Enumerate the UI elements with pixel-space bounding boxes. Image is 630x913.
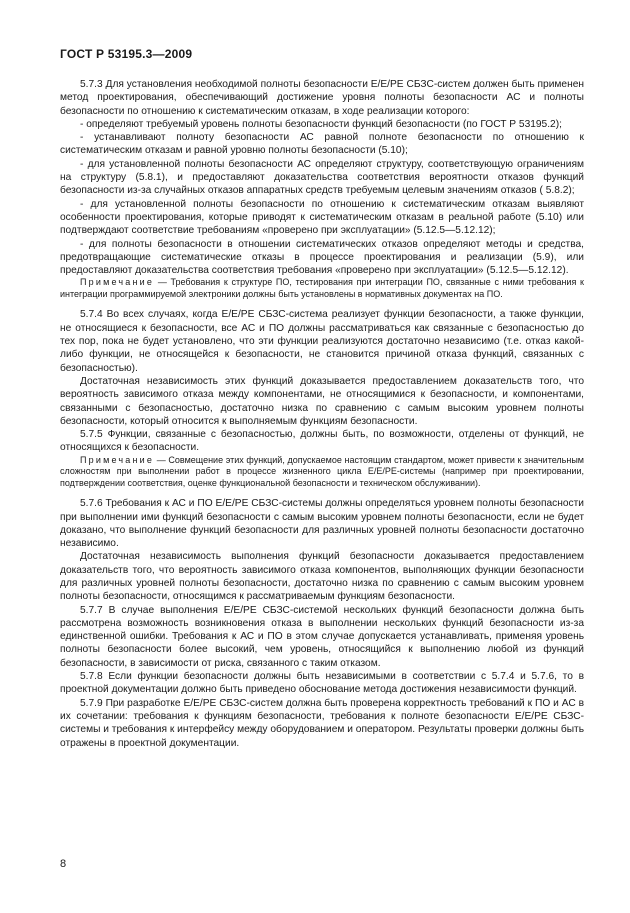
document-header: ГОСТ Р 53195.3—2009 [60, 47, 193, 61]
paragraph-5-7-3: 5.7.3 Для установления необходимой полноты безопасности Е/Е/РЕ СБЗС-систем должен быть применен метод проектирования, обеспечивающий достижение уровня полноты безопасности АС и полноты безопасности по отношению к систематическим отказам, в ходе реализации которого: [60, 79, 584, 117]
note-1 [60, 277, 584, 300]
list-item: - устанавливают полноту безопасности АС равной полноте безопасности по отношению к систематическим отказам и равной уровню полноты безопасности (5.10); [60, 132, 584, 157]
document-body [60, 78, 584, 750]
paragraph-5-7-4-cont: Достаточная независимость этих функций доказывается предоставлением доказательств того, что вероятность зависимого отказа между компонентами, не относящимися к безопасности, и компонентами, связанными с безопасностью, достаточно низка по сравнению с самым высоким уровнем полноты безопасности, который относится к выполняемым функциям безопасности. [60, 375, 584, 427]
note-label: Примечание [80, 277, 155, 288]
paragraph-5-7-7: 5.7.7 В случае выполнения Е/Е/РЕ СБЗС-системой нескольких функций безопасности должна быть рассмотрена возможность возникновения отказа в выполнении нескольких функций безопасности из-за единственной ошибки. Требования к АС и ПО в этом случае допускается устанавливать, применяя уровень полноты безопасности более высокий, чем уровень, относящийся к выполнению любой из функций безопасности, в зависимости от риска, связанного с таким отказом. [60, 604, 584, 669]
list-item: - определяют требуемый уровень полноты безопасности функций безопасности (по ГОСТ Р 53195.2); [80, 118, 562, 130]
paragraph-5-7-6: 5.7.6 Требования к АС и ПО Е/Е/РЕ СБЗС-системы должны определяться уровнем полноты безопасности при выполнении ими функций безопасности с самым высоким уровнем полноты безопасности, если не будет доказано, что выполнение функций безопасности для различных уровней полноты безопасности достаточно независимо. [60, 498, 584, 550]
note-text: — Требования к структуре ПО, тестирования при интеграции ПО, связанные с ними требования к интеграции программируемой электроники должны быть установлены в нормативных документах на ПО. [60, 277, 584, 299]
paragraph-5-7-6-cont: Достаточная независимость выполнения функций безопасности доказывается предоставлением доказательств того, что вероятность зависимого отказа компонентов, выполняющих функции безопасности для различных уровней полноты безопасности, достаточно низка по сравнению с самым высоким уровнем полноты безопасности, относящимся к рассматриваемым функциям безопасности. [60, 551, 584, 603]
paragraph-5-7-8: 5.7.8 Если функции безопасности должны быть независимыми в соответствии с 5.7.4 и 5.7.6, то в проектной документации должно быть приведено обоснование метода достижения независимости функций. [60, 671, 584, 696]
list-item: - для полноты безопасности в отношении систематических отказов определяют методы и средства, предотвращающие систематические отказы в процессе проектирования и реализации (5.9), или предоставляют доказательства соответствия требования «проверено при эксплуатации» (5.12.5—5.12.12). [60, 238, 584, 277]
note-text: — Совмещение этих функций, допускаемое настоящим стандартом, может привести к значительным сложностям при выполнении работ в процессе жизненного цикла Е/Е/РЕ-системы (например при проектировании, подтверждении соответствия, оценке функциональной безопасности и техническом обслуживании). [60, 454, 584, 488]
note-2 [60, 455, 584, 490]
note-label: Примечание [80, 454, 155, 465]
list-item: - для установленной полноты безопасности по отношению к систематическим отказам выявляют особенности проектирования, которые приводят к систематическим отказам в реальной работе (5.10) или подтверждают соответствие требованиям «проверено при эксплуатации» (5.12.5—5.12.12); [60, 198, 584, 237]
paragraph-5-7-9: 5.7.9 При разработке Е/Е/РЕ СБЗС-систем должна быть проверена корректность требований к ПО и АС в их сочетании: требования к функциям безопасности, требования к полноте безопасности Е/Е/РЕ СБЗС-системы и требования к интерфейсу между оборудованием и оператором. Результаты проверки должны быть отражены в проектной документации. [60, 697, 584, 749]
list-item: - для установленной полноты безопасности АС определяют структуру, соответствующую ограничениям на структуру (5.8.1), и предоставляют доказательства соответствия вероятности отказов функций безопасности из-за случайных отказов аппаратных средств требуемым целевым значениям отказов ( 5.8.2); [60, 158, 584, 197]
paragraph-5-7-4: 5.7.4 Во всех случаях, когда Е/Е/РЕ СБЗС-система реализует функции безопасности, а также функции, не относящиеся к безопасности, все АС и ПО должны рассматриваться как связанные с безопасностью до тех пор, пока не будет установлено, что эти функции реализуются достаточно независимо (т.е. отказ какой-либо функции, не относящейся к безопасности, не становится причиной отказа функций, связанных с безопасностью). [60, 309, 584, 374]
paragraph-5-7-5: 5.7.5 Функции, связанные с безопасностью, должны быть, по возможности, отделены от функций, не относящихся к безопасности. [60, 429, 584, 454]
page-number: 8 [60, 858, 67, 870]
